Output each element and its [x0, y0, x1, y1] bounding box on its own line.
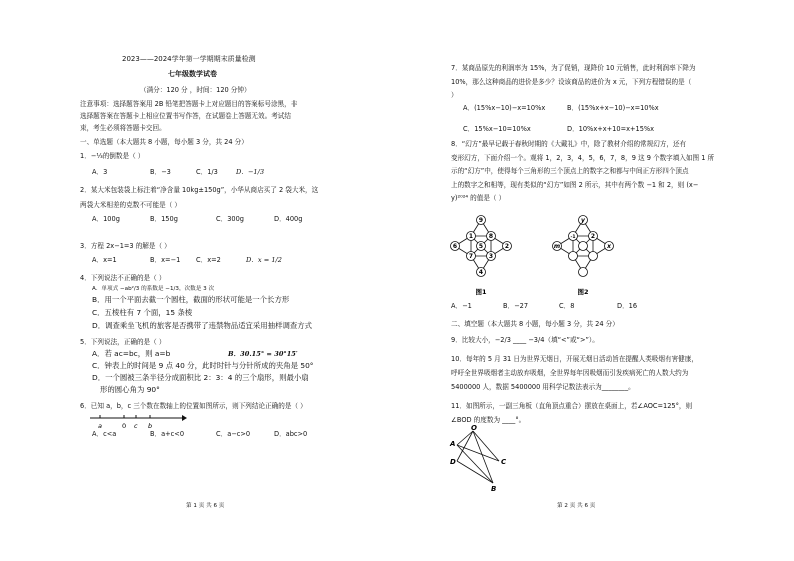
number-line-label-c: c — [134, 422, 138, 430]
number-line-label-b: b — [148, 422, 153, 430]
q7-option-d: D．10%x+x+10=x+15%x — [567, 125, 655, 133]
q7-stem-2: 10%，那么这种商品的进价是多少？设该商品的进价为 x 元，下列方程错误的是（ — [451, 78, 692, 86]
fig2-caption: 图2 — [577, 288, 589, 296]
fig2-given-number-2: 2 — [590, 233, 596, 240]
magic-square-figure-1 — [449, 210, 529, 300]
fig1-lower-right-number: 3 — [488, 253, 494, 260]
q2-stem-2: 两袋大米相差的克数不可能是（ ） — [80, 201, 182, 209]
q4-option-a: A．单项式 −ab²/3 的系数是 −1/3，次数是 3 次 — [92, 286, 215, 292]
section-2-heading: 二、填空题（本大题共 8 小题，每小题 3 分，共 24 分） — [451, 320, 619, 328]
fig1-caption: 图1 — [475, 288, 487, 296]
triangle-rulers-figure — [449, 425, 519, 493]
q8-option-c: C．8 — [559, 302, 575, 310]
q6-option-c: C．a−c>0 — [216, 430, 251, 438]
q7-option-c: C．15%x−10=10%x — [463, 125, 531, 133]
q8-line-2: 变形幻方，下面介绍一个。观将 1，2，3，4，5，6，7，8，9 这 9 个数字填入如图 1 所 — [451, 154, 715, 162]
fig1-right-number: 2 — [504, 243, 510, 250]
number-line-figure — [88, 411, 188, 431]
q7-stem-3: ） — [451, 91, 458, 99]
q2-option-a: A．100g — [92, 215, 120, 223]
q5-option-c: C．钟表上的时间是 9 点 40 分，此时时针与分针所成的夹角是 50° — [92, 361, 314, 370]
q3-option-d: D．x = 1/2 — [246, 256, 282, 264]
q6-option-a: A．c<a — [92, 430, 117, 438]
q10-line-2: 呼吁全世界吸烟者主动放弃吸烟，全世界每年因吸烟而引发疾病死亡的人数大约为 — [451, 369, 689, 377]
page-footer-2: 第 2 页 共 6 页 — [557, 503, 596, 509]
q3-option-c: C．x=2 — [196, 256, 221, 264]
q3-option-b: B．x=−1 — [150, 256, 181, 264]
q1-option-d: D．−1/3 — [236, 168, 265, 176]
exam-title: 2023——2024学年第一学期期末质量检测 — [122, 55, 256, 63]
figure-point-b: B — [491, 485, 497, 493]
fig2-left-variable: m — [553, 243, 561, 250]
fig1-mid-number-1: 1 — [468, 233, 474, 240]
q3-stem: 3．方程 2x−1=3 的解是（ ） — [80, 242, 171, 250]
number-line-label-0: 0 — [122, 422, 127, 430]
fig1-lower-left-number: 7 — [468, 253, 474, 260]
figure-point-a: A — [450, 440, 456, 448]
q5-option-a: A．若 ac=bc，则 a=b — [92, 349, 171, 358]
q2-option-d: D．400g — [274, 215, 303, 223]
q11-line-2: ∠BOD 的度数为 ____°。 — [451, 416, 526, 424]
q8-line-1: 8．“幻方”最早记载于春秋时期的《大戴礼》中，除了教材介绍的常规幻方，还有 — [451, 140, 687, 148]
notice-line-1: 注意事项：选择题答案用 2B 铅笔把答题卡上对应题目的答案标号涂黑，非 — [80, 100, 298, 108]
q1-stem: 1．−⅓的倒数是（ ） — [80, 152, 145, 160]
right-page — [397, 0, 794, 561]
number-line-label-a: a — [98, 422, 102, 430]
q5-option-d-1: D．一个圆被三条半径分成面积比 2：3：4 的三个扇形，则最小扇 — [92, 373, 309, 382]
fig1-top-number: 9 — [478, 217, 484, 224]
exam-subtitle: 七年级数学试卷 — [168, 70, 217, 78]
fig1-mid-number-2: 5 — [478, 243, 484, 250]
q10-line-1: 10．每年的 5 月 31 日为世界无烟日，开展无烟日活动旨在提醒人类吸烟有害健康， — [451, 355, 698, 363]
q8-option-b: B．−27 — [503, 302, 529, 310]
q6-option-b: B．a+c<0 — [150, 430, 185, 438]
fig1-left-number: 6 — [452, 243, 458, 250]
q6-stem: 6．已知 a，b，c 三个数在数轴上的位置如图所示，则下列结论正确的是（ ） — [80, 402, 307, 410]
q8-option-d: D．16 — [617, 302, 638, 310]
q5-option-d-2: 形的圆心角为 90° — [100, 385, 160, 394]
q8-option-a: A．−1 — [451, 302, 472, 310]
q1-option-b: B．−3 — [150, 168, 171, 176]
fig2-given-number-1: -1 — [570, 235, 576, 240]
q9-text: 9．比较大小，−2/3 ____ −3/4（填“<”或“>”）。 — [451, 336, 599, 344]
q5-stem: 5．下列说法，正确的是（ ） — [80, 338, 166, 346]
q2-option-c: C．300g — [216, 215, 244, 223]
q8-line-3: 示的“幻方”中，使得每个三角形的三个顶点上的数字之和都与中间正方形四个顶点 — [451, 167, 689, 175]
q2-stem-1: 2．某大米包装袋上标注着“净含量 10kg±150g”，小华从商店买了 2 袋大米，这 — [80, 186, 319, 194]
q7-stem-1: 7．某商品原先的利润率为 15%，为了促销，现降价 10 元销售，此时利润率下降为 — [451, 64, 696, 72]
magic-square-figure-2 — [551, 210, 631, 300]
q4-option-c: C．五棱柱有 7 个面，15 条棱 — [92, 308, 193, 317]
q7-option-b: B．(15%x+x−10)−x=10%x — [567, 104, 659, 112]
fig1-bottom-number: 4 — [478, 269, 484, 276]
time-info: （满分：120 分 ，时间：120 分钟） — [140, 86, 251, 94]
figure-point-o: O — [471, 425, 477, 432]
fig2-right-variable: x — [607, 243, 611, 250]
figure-point-c: C — [501, 458, 507, 466]
q1-option-a: A．3 — [92, 168, 108, 176]
fig1-mid-number-3: 8 — [488, 233, 494, 240]
q4-option-d: D．调查乘坐飞机的旅客是否携带了违禁物品适宜采用抽样调查方式 — [92, 321, 313, 330]
notice-line-2: 选择题答案在答题卡上相应位置书写作答，在试题卷上答题无效。考试结 — [80, 112, 291, 120]
q4-option-b: B．用一个平面去截一个圆柱，截面的形状可能是一个长方形 — [92, 295, 290, 304]
notice-line-3: 束，考生必须将答题卡交回。 — [80, 124, 166, 132]
figure-point-d: D — [450, 458, 456, 466]
q2-option-b: B．150g — [150, 215, 178, 223]
q10-line-3: 5400000 人，数据 5400000 用科学记数法表示为________。 — [451, 383, 635, 391]
section-1-heading: 一、单选题（本大题共 8 小题，每小题 3 分，共 24 分） — [80, 138, 248, 146]
page-footer-1: 第 1 页 共 6 页 — [186, 503, 225, 509]
q3-option-a: A．x=1 — [92, 256, 117, 264]
q1-option-c: C．1/3 — [196, 168, 218, 176]
fig2-top-variable: y — [581, 217, 585, 224]
q7-option-a: A．(15%x−10)−x=10%x — [463, 104, 546, 112]
q5-option-b: B．30.15° = 30°15′ — [228, 350, 298, 358]
q6-option-d: D．abc>0 — [274, 430, 308, 438]
q8-line-4: 上的数字之和相等，现有类似的“幻方”如图 2 所示，其中有两个数 −1 和 2，则 (x− — [451, 181, 699, 189]
q4-stem: 4．下列说法不正确的是（ ） — [80, 274, 166, 282]
q8-line-5: y)²⁰²⁴ 的值是（ ） — [451, 194, 506, 202]
q11-line-1: 11．如图所示，一副三角板（直角顶点重合）摆放在桌面上，若∠AOC=125°，则 — [451, 402, 693, 410]
